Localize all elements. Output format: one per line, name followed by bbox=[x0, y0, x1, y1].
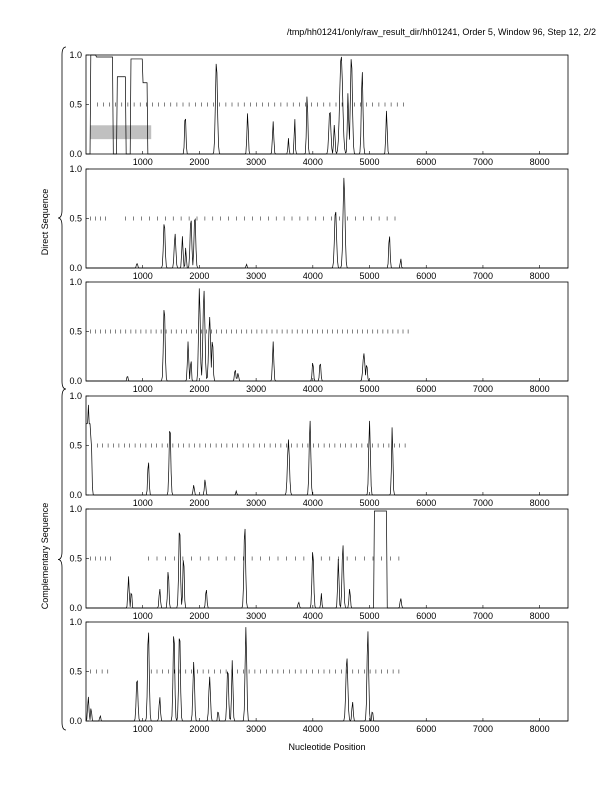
x-tick-label: 6000 bbox=[416, 271, 437, 281]
panel-frame bbox=[86, 509, 568, 608]
x-tick-label: 1000 bbox=[132, 611, 153, 621]
x-tick-label: 2000 bbox=[189, 724, 210, 734]
y-tick-label: 1.0 bbox=[69, 391, 82, 401]
y-tick-label: 1.0 bbox=[69, 617, 82, 627]
y-tick-label: 0.0 bbox=[69, 603, 82, 613]
x-tick-label: 4000 bbox=[302, 611, 323, 621]
x-tick-label: 4000 bbox=[302, 271, 323, 281]
brace-complementary bbox=[58, 389, 66, 730]
x-tick-label: 4000 bbox=[302, 724, 323, 734]
x-tick-label: 1000 bbox=[132, 157, 153, 167]
y-tick-label: 1.0 bbox=[69, 504, 82, 514]
x-tick-label: 1000 bbox=[132, 724, 153, 734]
panel-complementary-frame-3 bbox=[69, 617, 568, 734]
window-tick-row bbox=[91, 557, 399, 561]
x-tick-label: 2000 bbox=[189, 271, 210, 281]
x-tick-label: 1000 bbox=[132, 498, 153, 508]
y-tick-label: 0.5 bbox=[69, 440, 82, 451]
window-tick-row bbox=[97, 103, 403, 107]
y-tick-label: 0.0 bbox=[69, 263, 82, 273]
y-tick-label: 0.5 bbox=[69, 553, 82, 564]
x-tick-label: 7000 bbox=[472, 384, 493, 394]
x-tick-label: 8000 bbox=[529, 724, 550, 734]
x-tick-label: 7000 bbox=[472, 498, 493, 508]
y-tick-label: 1.0 bbox=[69, 164, 82, 174]
window-tick-row bbox=[97, 444, 405, 448]
y-tick-label: 0.0 bbox=[69, 716, 82, 726]
x-tick-label: 8000 bbox=[529, 271, 550, 281]
group-label-direct: Direct Sequence bbox=[40, 188, 50, 256]
x-tick-label: 4000 bbox=[302, 157, 323, 167]
x-tick-label: 5000 bbox=[359, 384, 380, 394]
y-tick-label: 0.0 bbox=[69, 376, 82, 386]
x-tick-label: 5000 bbox=[359, 271, 380, 281]
x-tick-label: 3000 bbox=[246, 498, 267, 508]
x-tick-label: 4000 bbox=[302, 498, 323, 508]
panel-frame bbox=[86, 169, 568, 268]
series-line bbox=[86, 627, 568, 721]
x-tick-label: 7000 bbox=[472, 157, 493, 167]
page-title: /tmp/hh01241/only/raw_result_dir/hh01241, Order 5, Window 96, Step 12, 2/2 bbox=[286, 27, 596, 37]
x-tick-label: 6000 bbox=[416, 724, 437, 734]
x-tick-label: 1000 bbox=[132, 384, 153, 394]
y-tick-label: 0.0 bbox=[69, 149, 82, 159]
group-braces bbox=[58, 47, 66, 730]
x-tick-label: 1000 bbox=[132, 271, 153, 281]
x-axis-label: Nucleotide Position bbox=[288, 742, 366, 752]
y-tick-label: 0.0 bbox=[69, 490, 82, 500]
x-tick-label: 3000 bbox=[246, 384, 267, 394]
x-tick-label: 3000 bbox=[246, 724, 267, 734]
x-tick-label: 5000 bbox=[359, 724, 380, 734]
x-tick-label: 2000 bbox=[189, 384, 210, 394]
series-line bbox=[86, 511, 568, 608]
panel-complementary-frame-2 bbox=[69, 504, 568, 621]
x-tick-label: 8000 bbox=[529, 611, 550, 621]
y-tick-label: 0.5 bbox=[69, 666, 82, 677]
x-tick-label: 6000 bbox=[416, 611, 437, 621]
panel-frame bbox=[86, 622, 568, 721]
panel-direct-frame-3 bbox=[69, 277, 568, 394]
x-tick-label: 4000 bbox=[302, 384, 323, 394]
x-tick-label: 5000 bbox=[359, 498, 380, 508]
series-line bbox=[86, 178, 568, 268]
y-tick-label: 0.5 bbox=[69, 99, 82, 110]
y-tick-label: 1.0 bbox=[69, 277, 82, 287]
x-tick-label: 8000 bbox=[529, 384, 550, 394]
marker-band bbox=[91, 125, 152, 139]
series-line bbox=[86, 288, 568, 381]
panel-frame bbox=[86, 282, 568, 381]
group-label-complementary: Complementary Sequence bbox=[40, 502, 50, 610]
x-tick-label: 2000 bbox=[189, 611, 210, 621]
x-tick-label: 8000 bbox=[529, 157, 550, 167]
x-tick-label: 3000 bbox=[246, 611, 267, 621]
x-tick-label: 7000 bbox=[472, 271, 493, 281]
panel-frame bbox=[86, 396, 568, 495]
y-tick-label: 0.5 bbox=[69, 213, 82, 224]
x-tick-label: 6000 bbox=[416, 157, 437, 167]
y-tick-label: 0.5 bbox=[69, 326, 82, 337]
panel-direct-frame-2 bbox=[69, 164, 568, 281]
x-tick-label: 5000 bbox=[359, 611, 380, 621]
x-tick-label: 6000 bbox=[416, 384, 437, 394]
x-tick-label: 5000 bbox=[359, 157, 380, 167]
panel-complementary-frame-1 bbox=[69, 391, 568, 508]
panels bbox=[69, 50, 568, 734]
x-tick-label: 2000 bbox=[189, 157, 210, 167]
y-tick-label: 1.0 bbox=[69, 50, 82, 60]
x-tick-label: 2000 bbox=[189, 498, 210, 508]
x-tick-label: 8000 bbox=[529, 498, 550, 508]
x-tick-label: 3000 bbox=[246, 157, 267, 167]
series-line bbox=[86, 405, 568, 495]
x-tick-label: 3000 bbox=[246, 271, 267, 281]
x-tick-label: 7000 bbox=[472, 611, 493, 621]
window-tick-row bbox=[91, 330, 409, 334]
x-tick-label: 7000 bbox=[472, 724, 493, 734]
panel-direct-frame-1 bbox=[69, 50, 568, 167]
brace-direct bbox=[58, 47, 66, 389]
x-tick-label: 6000 bbox=[416, 498, 437, 508]
window-tick-row bbox=[91, 217, 396, 221]
